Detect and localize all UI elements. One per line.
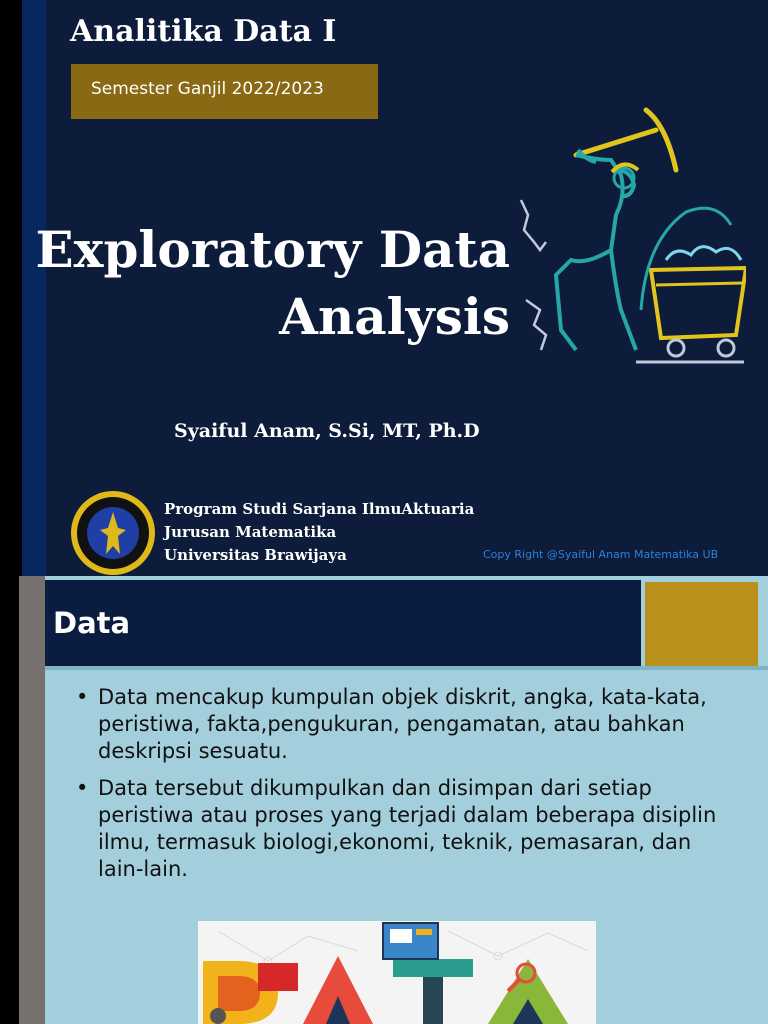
course-title: Analitika Data I xyxy=(70,14,337,49)
bullet-icon: • xyxy=(76,776,89,800)
affiliation-program: Program Studi Sarjana IlmuAktuaria xyxy=(164,500,475,518)
slide-title: Data xyxy=(53,606,131,640)
copyright-text: Copy Right @Syaiful Anam Matematika UB xyxy=(483,548,719,561)
affiliation-university: Universitas Brawijaya xyxy=(164,546,347,564)
left-edge-black xyxy=(0,576,19,1024)
header-divider xyxy=(45,666,768,670)
data-illustration xyxy=(198,921,596,1024)
author-name: Syaiful Anam, S.Si, MT, Ph.D xyxy=(174,420,480,442)
miner-illustration xyxy=(516,100,746,370)
semester-text: Semester Ganjil 2022/2023 xyxy=(91,79,324,99)
bullet-icon: • xyxy=(76,685,89,709)
content-slide xyxy=(0,576,768,1024)
left-edge-blue-bar xyxy=(22,0,46,576)
affiliation-department: Jurusan Matematika xyxy=(164,523,337,541)
list-item xyxy=(72,775,732,883)
list-item xyxy=(72,684,732,765)
main-title-line2: Analysis xyxy=(279,287,510,346)
left-edge-gray-bar xyxy=(19,576,45,1024)
header-accent-block xyxy=(645,582,758,666)
main-title-line1: Exploratory Data xyxy=(35,220,510,279)
semester-badge xyxy=(71,64,378,119)
slide-header xyxy=(45,580,641,666)
bullet-text: Data mencakup kumpulan objek diskrit, angka, kata-kata, peristiwa, fakta,pengukuran, pengamatan, atau bahkan deskripsi sesuatu. xyxy=(98,685,707,763)
bullet-list xyxy=(72,684,732,893)
university-logo xyxy=(70,490,156,576)
bullet-text: Data tersebut dikumpulkan dan disimpan dari setiap peristiwa atau proses yang terjadi dalam beberapa disiplin ilmu, termasuk biologi,ekonomi, teknik, pemasaran, dan lain-lain. xyxy=(98,776,717,881)
left-edge-black xyxy=(0,0,22,576)
